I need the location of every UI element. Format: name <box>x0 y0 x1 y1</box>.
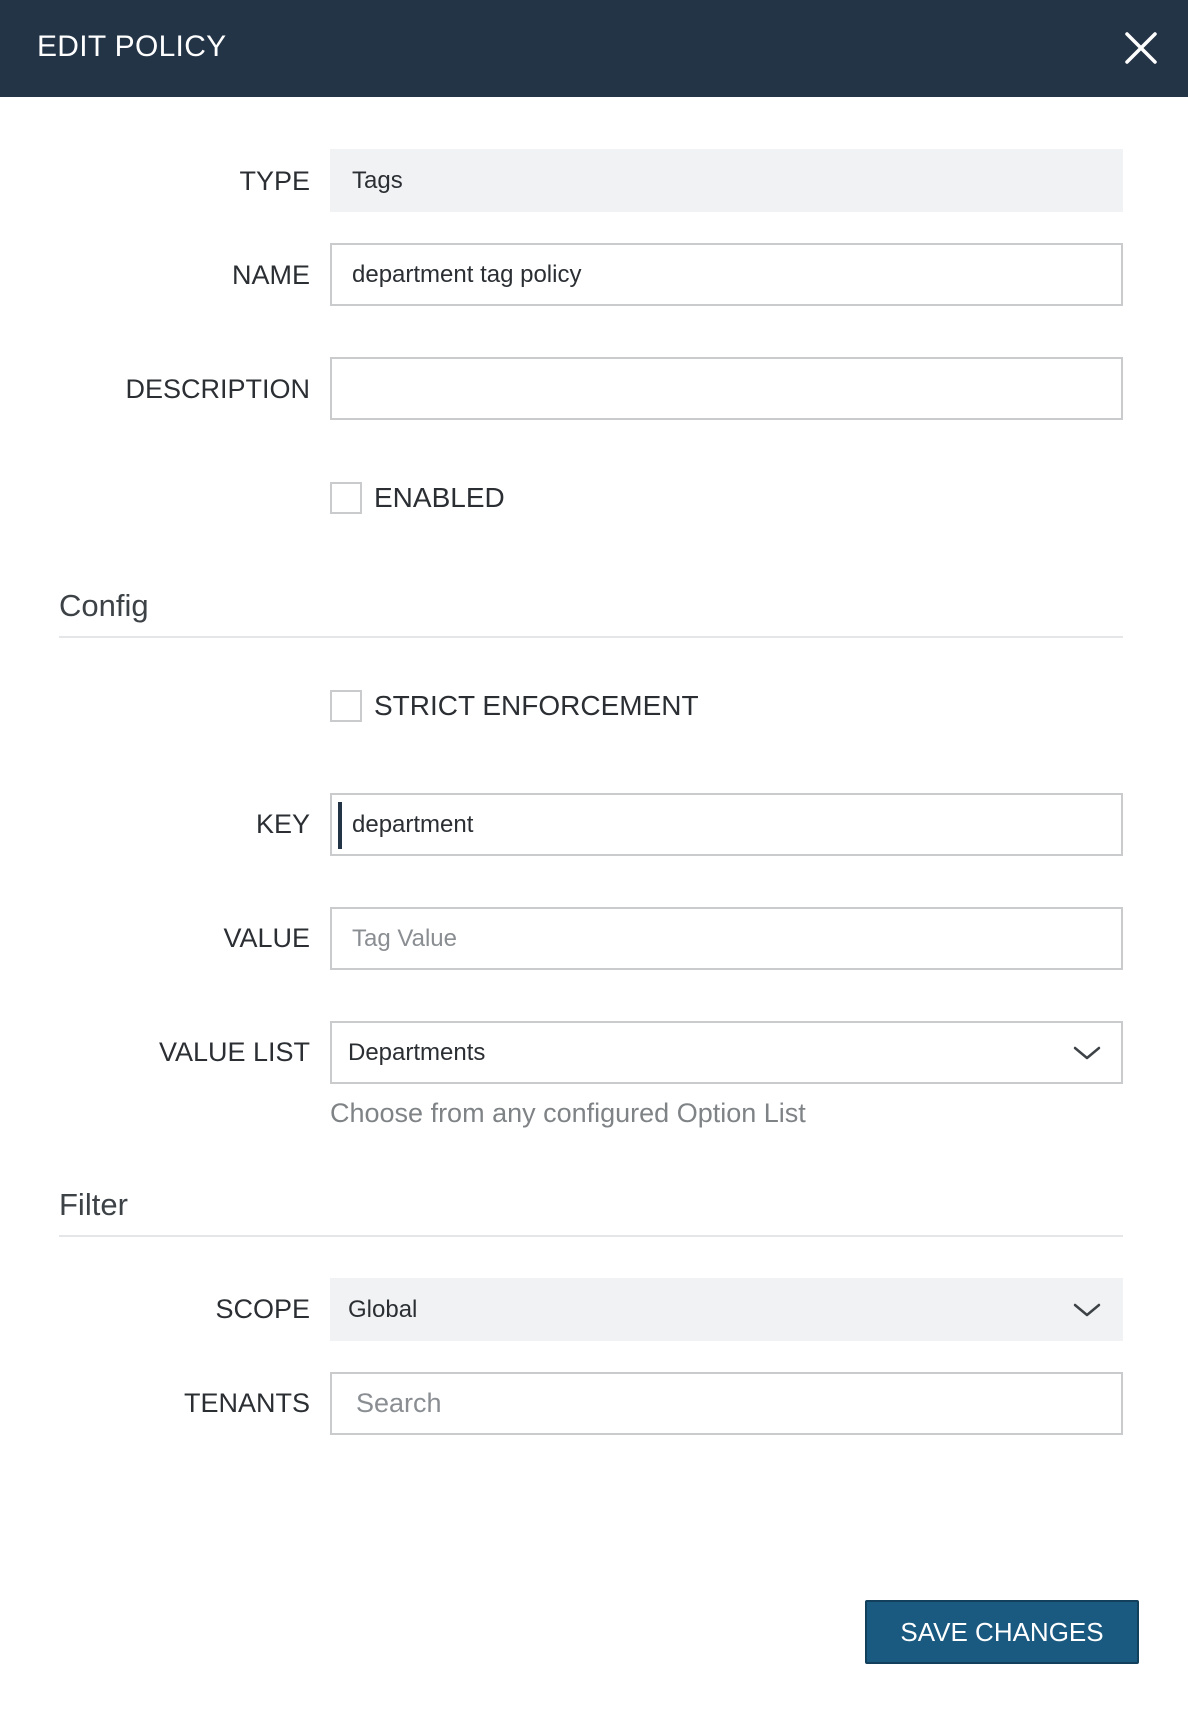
enabled-checkbox-row[interactable] <box>330 482 505 514</box>
name-label: NAME <box>231 260 310 290</box>
chevron-down-icon <box>1073 1043 1101 1063</box>
value-label: VALUE <box>223 923 310 953</box>
strict-enforcement-label: STRICT ENFORCEMENT <box>374 690 699 721</box>
modal-header <box>0 0 1188 97</box>
chevron-down-icon <box>1073 1300 1101 1320</box>
description-input[interactable] <box>330 357 1123 420</box>
modal-title: EDIT POLICY <box>37 30 227 63</box>
value-list-selected: Departments <box>348 1038 486 1066</box>
description-label: DESCRIPTION <box>125 374 310 404</box>
enabled-label: ENABLED <box>374 482 505 513</box>
value-input[interactable] <box>330 907 1123 970</box>
strict-enforcement-checkbox[interactable] <box>330 690 362 722</box>
key-input[interactable] <box>330 793 1123 856</box>
value-list-label: VALUE LIST <box>158 1037 310 1067</box>
text-caret <box>338 802 342 849</box>
value-list-help-text: Choose from any configured Option List <box>330 1098 806 1128</box>
strict-enforcement-checkbox-row[interactable] <box>330 690 699 722</box>
type-field: Tags <box>330 149 1123 212</box>
scope-selected: Global <box>348 1295 418 1323</box>
scope-select[interactable] <box>330 1278 1123 1341</box>
filter-section-title: Filter <box>59 1187 128 1222</box>
name-input[interactable] <box>330 243 1123 306</box>
config-section-title: Config <box>59 588 149 623</box>
close-button[interactable] <box>1123 30 1159 66</box>
key-label: KEY <box>255 809 310 839</box>
tenants-label: TENANTS <box>183 1388 310 1418</box>
enabled-checkbox[interactable] <box>330 482 362 514</box>
close-icon <box>1123 30 1159 66</box>
config-divider <box>59 636 1123 638</box>
value-list-select[interactable] <box>330 1021 1123 1084</box>
filter-divider <box>59 1235 1123 1237</box>
tenants-search-input[interactable] <box>330 1372 1123 1435</box>
type-label: TYPE <box>239 166 310 196</box>
save-changes-button[interactable]: SAVE CHANGES <box>865 1600 1139 1664</box>
scope-label: SCOPE <box>215 1294 310 1324</box>
